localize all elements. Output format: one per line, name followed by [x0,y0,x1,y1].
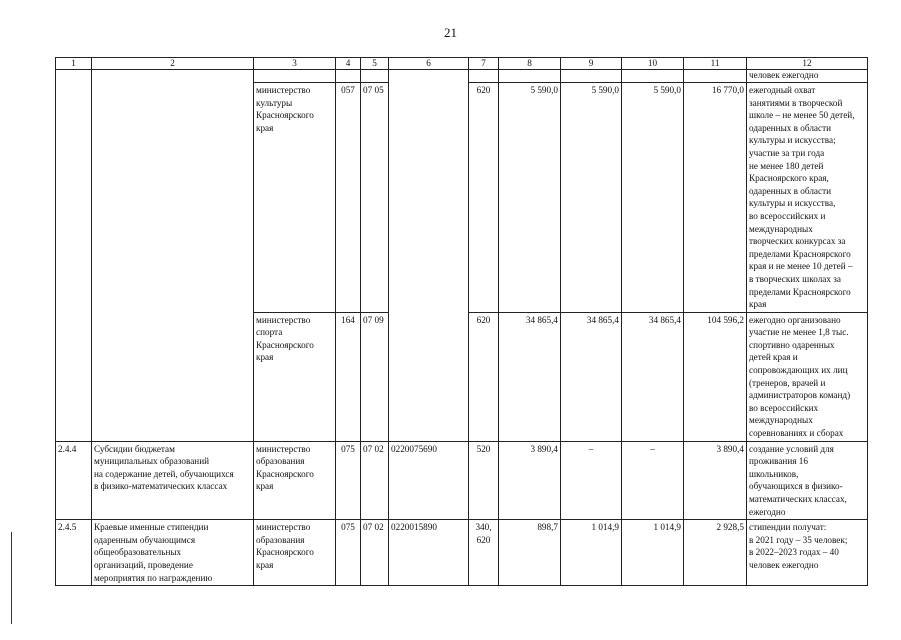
cell-rzpr: 07 09 [361,312,389,441]
cell-y2023: 34 865,4 [622,312,684,441]
cell-y2023: – [622,441,684,520]
cell-rzpr [361,70,389,83]
cell-total [684,70,747,83]
cell-result: создание условий для проживания 16 школьников, обучающихся в физико- математических классах, ежегодно [747,441,868,520]
cell-num [56,70,92,442]
cell-name: Субсидии бюджетам муниципальных образований на содержание детей, обучающихся в физико-математических классах [92,441,254,520]
cell-y2023 [622,70,684,83]
header-cell: 6 [389,58,469,70]
header-cell: 2 [92,58,254,70]
cell-ministry: министерство спорта Красноярского края [254,312,336,441]
cell-y2021: 5 590,0 [499,83,561,313]
header-cell: 3 [254,58,336,70]
cell-y2021 [499,70,561,83]
table-row [56,441,868,520]
cell-grbs: 075 [336,441,361,520]
cell-y2022: 34 865,4 [561,312,622,441]
budget-table [55,57,868,586]
cell-vr [469,70,499,83]
table-row [56,520,868,586]
header-cell: 12 [747,58,868,70]
cell-grbs: 057 [336,83,361,313]
cell-total: 3 890,4 [684,441,747,520]
cell-ministry [254,70,336,83]
cell-y2021: 898,7 [499,520,561,586]
cell-grbs [336,70,361,83]
cell-csr [389,70,469,442]
table-header [56,58,868,70]
cell-vr: 520 [469,441,499,520]
cell-ministry: министерство образования Красноярского края [254,441,336,520]
cell-vr: 620 [469,312,499,441]
cell-total: 16 770,0 [684,83,747,313]
cell-grbs: 075 [336,520,361,586]
cell-vr: 620 [469,83,499,313]
cell-y2021: 34 865,4 [499,312,561,441]
cell-ministry: министерство культуры Красноярского края [254,83,336,313]
cell-y2022: 5 590,0 [561,83,622,313]
header-cell: 5 [361,58,389,70]
cell-name: Краевые именные стипендии одаренным обучающимся общеобразовательных организаций, проведение мероприятия по награждению [92,520,254,586]
table-row [56,70,868,83]
header-cell: 4 [336,58,361,70]
cell-y2023: 1 014,9 [622,520,684,586]
cell-y2022 [561,70,622,83]
header-cell: 7 [469,58,499,70]
cell-rzpr: 07 05 [361,83,389,313]
cell-grbs: 164 [336,312,361,441]
cell-y2022: 1 014,9 [561,520,622,586]
cell-result: человек ежегодно [747,70,868,83]
cell-y2022: – [561,441,622,520]
cell-rzpr: 07 02 [361,520,389,586]
cell-name [92,70,254,442]
cell-csr: 0220075690 [389,441,469,520]
cell-y2023: 5 590,0 [622,83,684,313]
cell-total: 104 596,2 [684,312,747,441]
page-number: 21 [444,25,457,40]
header-cell: 10 [622,58,684,70]
cell-num: 2.4.4 [56,441,92,520]
cell-result: ежегодно организовано участие не менее 1,8 тыс. спортивно одаренных детей края и сопровождающих их лиц (тренеров, врачей и администраторов команд) во всероссийских международных соревнованиях и сборах [747,312,868,441]
header-cell: 8 [499,58,561,70]
header-cell: 1 [56,58,92,70]
cell-vr: 340, 620 [469,520,499,586]
cell-result: стипендии получат: в 2021 году – 35 человек; в 2022–2023 годах – 40 человек ежегодно [747,520,868,586]
cell-rzpr: 07 02 [361,441,389,520]
cell-result: ежегодный охват занятиями в творческой школе – не менее 50 детей, одаренных в области культуры и искусства; участие за три года не менее 180 детей Красноярского края, одаренных в области культуры и искусства, во всероссийских и международных творческих конкурсах за пределами Красноярского края и не менее 10 детей – в творческих школах за пределами Красноярского края [747,83,868,313]
margin-line [11,532,12,624]
cell-csr: 0220015890 [389,520,469,586]
header-cell: 11 [684,58,747,70]
cell-total: 2 928,5 [684,520,747,586]
cell-ministry: министерство образования Красноярского края [254,520,336,586]
cell-num: 2.4.5 [56,520,92,586]
cell-y2021: 3 890,4 [499,441,561,520]
header-cell: 9 [561,58,622,70]
